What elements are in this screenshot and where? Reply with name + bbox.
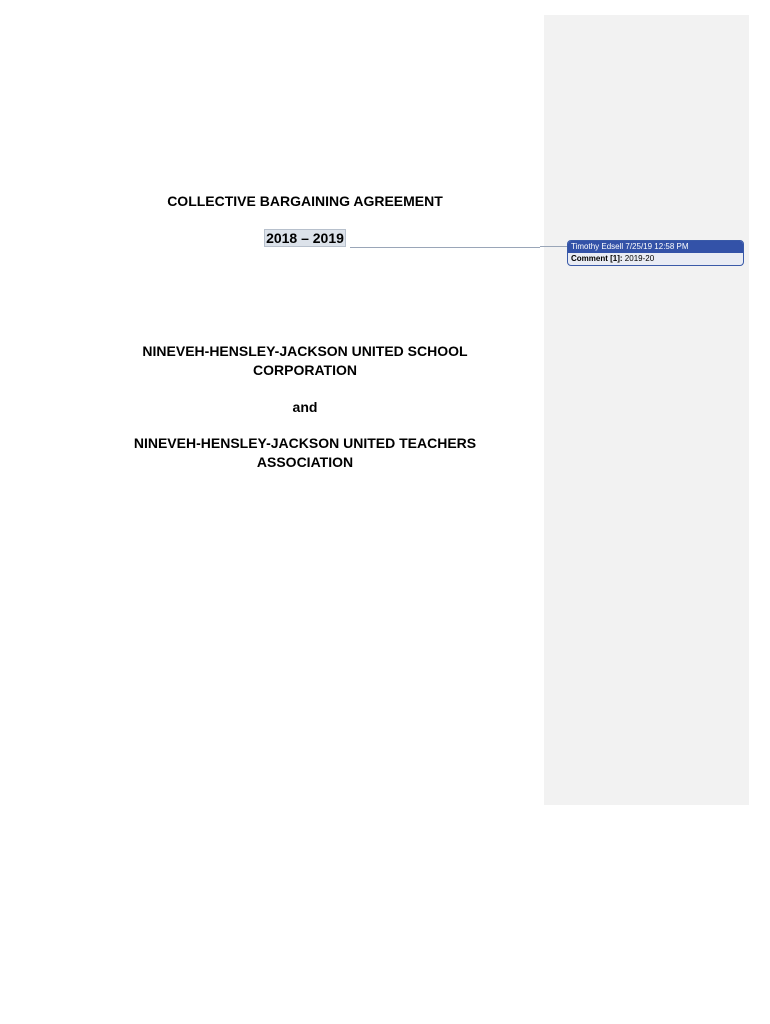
comment-connector-line	[350, 247, 540, 248]
comment-text: 2019-20	[624, 254, 655, 263]
party-two-name	[60, 434, 550, 472]
comment-margin-pane	[544, 15, 749, 805]
party-two-line-1: NINEVEH-HENSLEY-JACKSON UNITED TEACHERS	[133, 435, 477, 451]
commented-years-text[interactable]: 2018 – 2019	[266, 230, 344, 246]
agreement-years-line	[60, 229, 550, 248]
comment-label: Comment [1]:	[571, 254, 623, 263]
party-one-name	[60, 342, 550, 380]
party-one-line-2: CORPORATION	[253, 362, 357, 378]
party-two-line-2: ASSOCIATION	[256, 454, 354, 470]
conjunction-and: and	[292, 399, 318, 415]
party-one-line-1: NINEVEH-HENSLEY-JACKSON UNITED SCHOOL	[142, 343, 468, 359]
agreement-title: COLLECTIVE BARGAINING AGREEMENT	[167, 193, 443, 209]
comment-connector-tail	[540, 246, 568, 247]
comment-body	[568, 253, 743, 265]
comment-balloon[interactable]	[567, 240, 744, 266]
comment-author-header: Timothy Edsell 7/25/19 12:58 PM	[568, 241, 743, 253]
